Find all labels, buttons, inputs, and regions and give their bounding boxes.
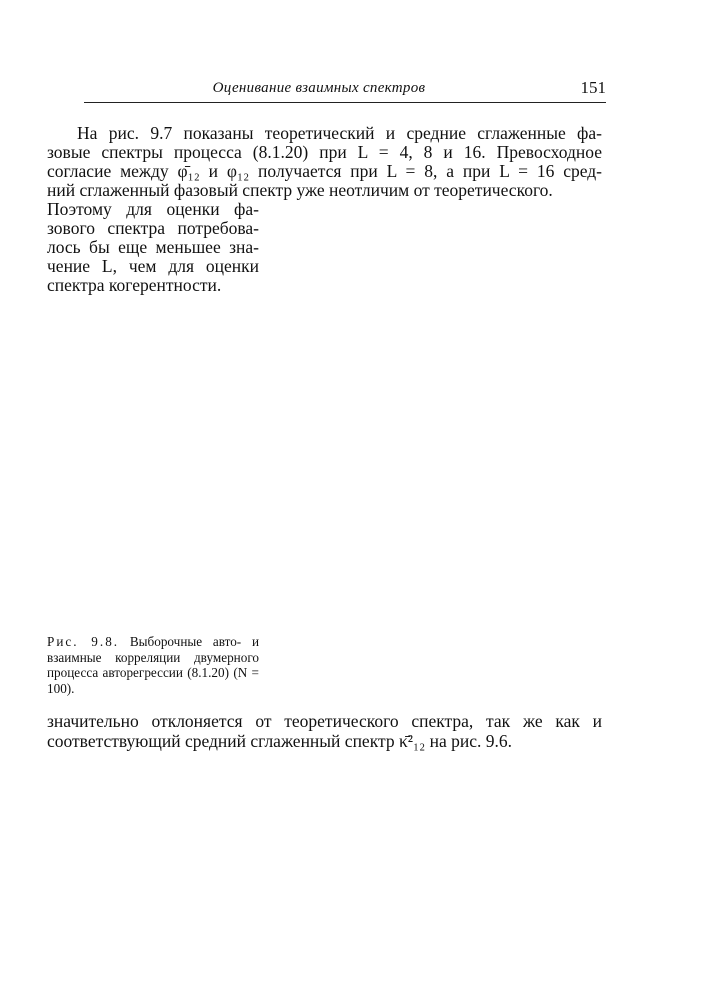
paragraph-1-line-2: зовые спектры процесса (8.1.20) при L = 4, 8 и 16. Превосходное bbox=[47, 142, 602, 162]
paragraph-4-line-1: значительно отклоняется от теоретического спектра, так же как и bbox=[47, 711, 602, 731]
running-header bbox=[84, 78, 606, 100]
caption-label: Рис. 9.8. bbox=[47, 634, 120, 649]
paragraph-1-line-1: На рис. 9.7 показаны теоретический и средние сглаженные фа- bbox=[77, 123, 602, 143]
paragraph-2-line-3: лось бы еще меньшее зна- bbox=[47, 237, 259, 257]
figure-caption bbox=[47, 634, 259, 696]
paragraph-2-line-5: спектра когерентности. bbox=[47, 275, 222, 295]
paragraph-1-line-4: ний сглаженный фазовый спектр уже неотличим от теоретического. bbox=[47, 180, 553, 200]
paragraph-4-line-2: соответствующий средний сглаженный спектр κ̄²₁₂ на рис. 9.6. bbox=[47, 731, 512, 751]
paragraph-2-line-4: чение L, чем для оценки bbox=[47, 256, 259, 276]
header-rule bbox=[84, 102, 606, 103]
paragraph-1-line-3: согласие между φ̄₁₂ и φ₁₂ получается при L = 8, а при L = 16 сред- bbox=[47, 161, 602, 181]
page-number: 151 bbox=[580, 78, 606, 97]
running-title: Оценивание взаимных спектров bbox=[212, 80, 426, 96]
paragraph-2-line-1: Поэтому для оценки фа- bbox=[47, 199, 259, 219]
figure-9-8 bbox=[270, 200, 600, 690]
caption-text: Выборочные авто- и взаимные корреляции двумерного процесса авторегрессии (8.1.20) (N = 100). bbox=[47, 634, 260, 696]
paragraph-2-line-2: зового спектра потребова- bbox=[47, 218, 259, 238]
